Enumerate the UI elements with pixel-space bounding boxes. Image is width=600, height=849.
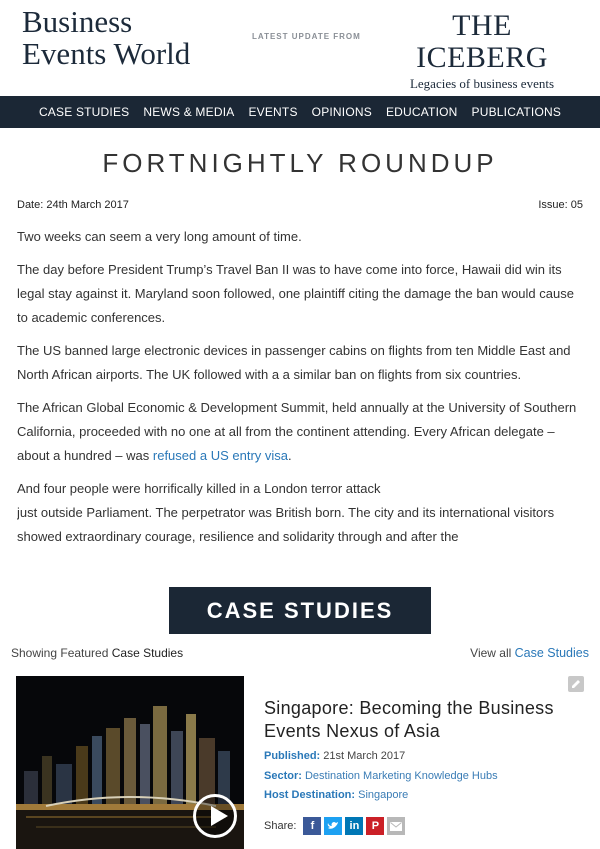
nav-item-news-media[interactable]: NEWS & MEDIA [143, 105, 235, 119]
share-bar [264, 817, 405, 835]
email-icon[interactable] [387, 817, 405, 835]
host-label: Host Destination: [264, 789, 356, 801]
iceberg-logo[interactable] [384, 10, 580, 92]
showing-featured-text [11, 646, 183, 660]
share-label: Share: [264, 820, 297, 832]
linkedin-icon[interactable]: in [345, 817, 363, 835]
host-value[interactable]: Singapore [358, 789, 409, 801]
case-study-title[interactable]: Singapore: Becoming the Business Events Nexus of Asia [264, 698, 554, 741]
sector-label: Sector: [264, 770, 302, 782]
article-meta [17, 199, 583, 211]
nav-item-opinions[interactable]: OPINIONS [311, 105, 372, 119]
article-issue: Issue: 05 [538, 199, 583, 211]
paragraph-5-line1: And four people were horrifically killed in a London terror attack [17, 481, 381, 496]
nav-item-events[interactable]: EVENTS [248, 105, 298, 119]
paragraph-4-end: . [288, 448, 292, 463]
nav-item-case-studies[interactable]: CASE STUDIES [38, 105, 130, 119]
sector-value[interactable]: Destination Marketing Knowledge Hubs [304, 770, 498, 782]
logo-line1: Business [22, 4, 133, 39]
view-all-case-studies-link[interactable]: Case Studies [514, 646, 589, 660]
case-studies-banner: CASE STUDIES [169, 587, 431, 634]
paragraph-2: The day before President Trump’s Travel Ban II was to have come into force, Hawaii did win its legal stay against it. Maryland soon followed, one plaintiff citing the damage the ban would cause to academic conferences. [17, 262, 574, 325]
nav-item-publications[interactable]: PUBLICATIONS [471, 105, 562, 119]
paragraph-4-text: The African Global Economic & Development Summit, held annually at the University of Southern California, proceeded with no one at all from the continent attending. Every African delegate – about a hundred – was [17, 400, 577, 463]
latest-update-label: LATEST UPDATE FROM [252, 32, 361, 41]
paragraph-3: The US banned large electronic devices in passenger cabins on flights from ten Middle East and North African airports. The UK followed with a a similar ban on flights from six countries. [17, 343, 571, 382]
view-all-prefix: View all [470, 646, 515, 660]
paragraph-5-line2: just outside Parliament. The perpetrator was British born. The city and its international visitors showed extraordinary courage, resilience and solidarity through and after the [17, 505, 555, 544]
article-body [17, 225, 585, 588]
play-video-icon[interactable] [193, 794, 237, 838]
published-label: Published: [264, 750, 321, 762]
facebook-icon[interactable]: f [303, 817, 321, 835]
edit-pencil-icon[interactable] [568, 676, 584, 692]
site-header [0, 0, 600, 96]
showing-bold: Case Studies [111, 646, 184, 660]
refused-visa-link[interactable]: refused a US entry visa [152, 448, 289, 463]
published-line [264, 750, 405, 762]
page-title: FORTNIGHTLY ROUNDUP [102, 148, 498, 178]
twitter-icon[interactable] [324, 817, 342, 835]
case-study-image[interactable] [16, 676, 244, 849]
sector-line [264, 770, 498, 782]
view-all-text [470, 646, 589, 660]
main-nav [0, 96, 600, 128]
iceberg-subtitle: Legacies of business events [409, 76, 555, 91]
iceberg-title: THE ICEBERG [416, 9, 548, 74]
article-date: Date: 24th March 2017 [17, 199, 129, 211]
host-destination-line [264, 789, 408, 801]
paragraph-1: Two weeks can seem a very long amount of time. [17, 229, 302, 244]
paragraph-4 [17, 396, 585, 468]
published-value: 21st March 2017 [323, 750, 406, 762]
business-events-world-logo[interactable] [22, 6, 190, 70]
logo-line2: Events World [22, 36, 191, 71]
pinterest-icon[interactable]: P [366, 817, 384, 835]
nav-item-education[interactable]: EDUCATION [385, 105, 458, 119]
showing-prefix: Showing Featured [11, 646, 112, 660]
paragraph-5 [17, 477, 585, 549]
